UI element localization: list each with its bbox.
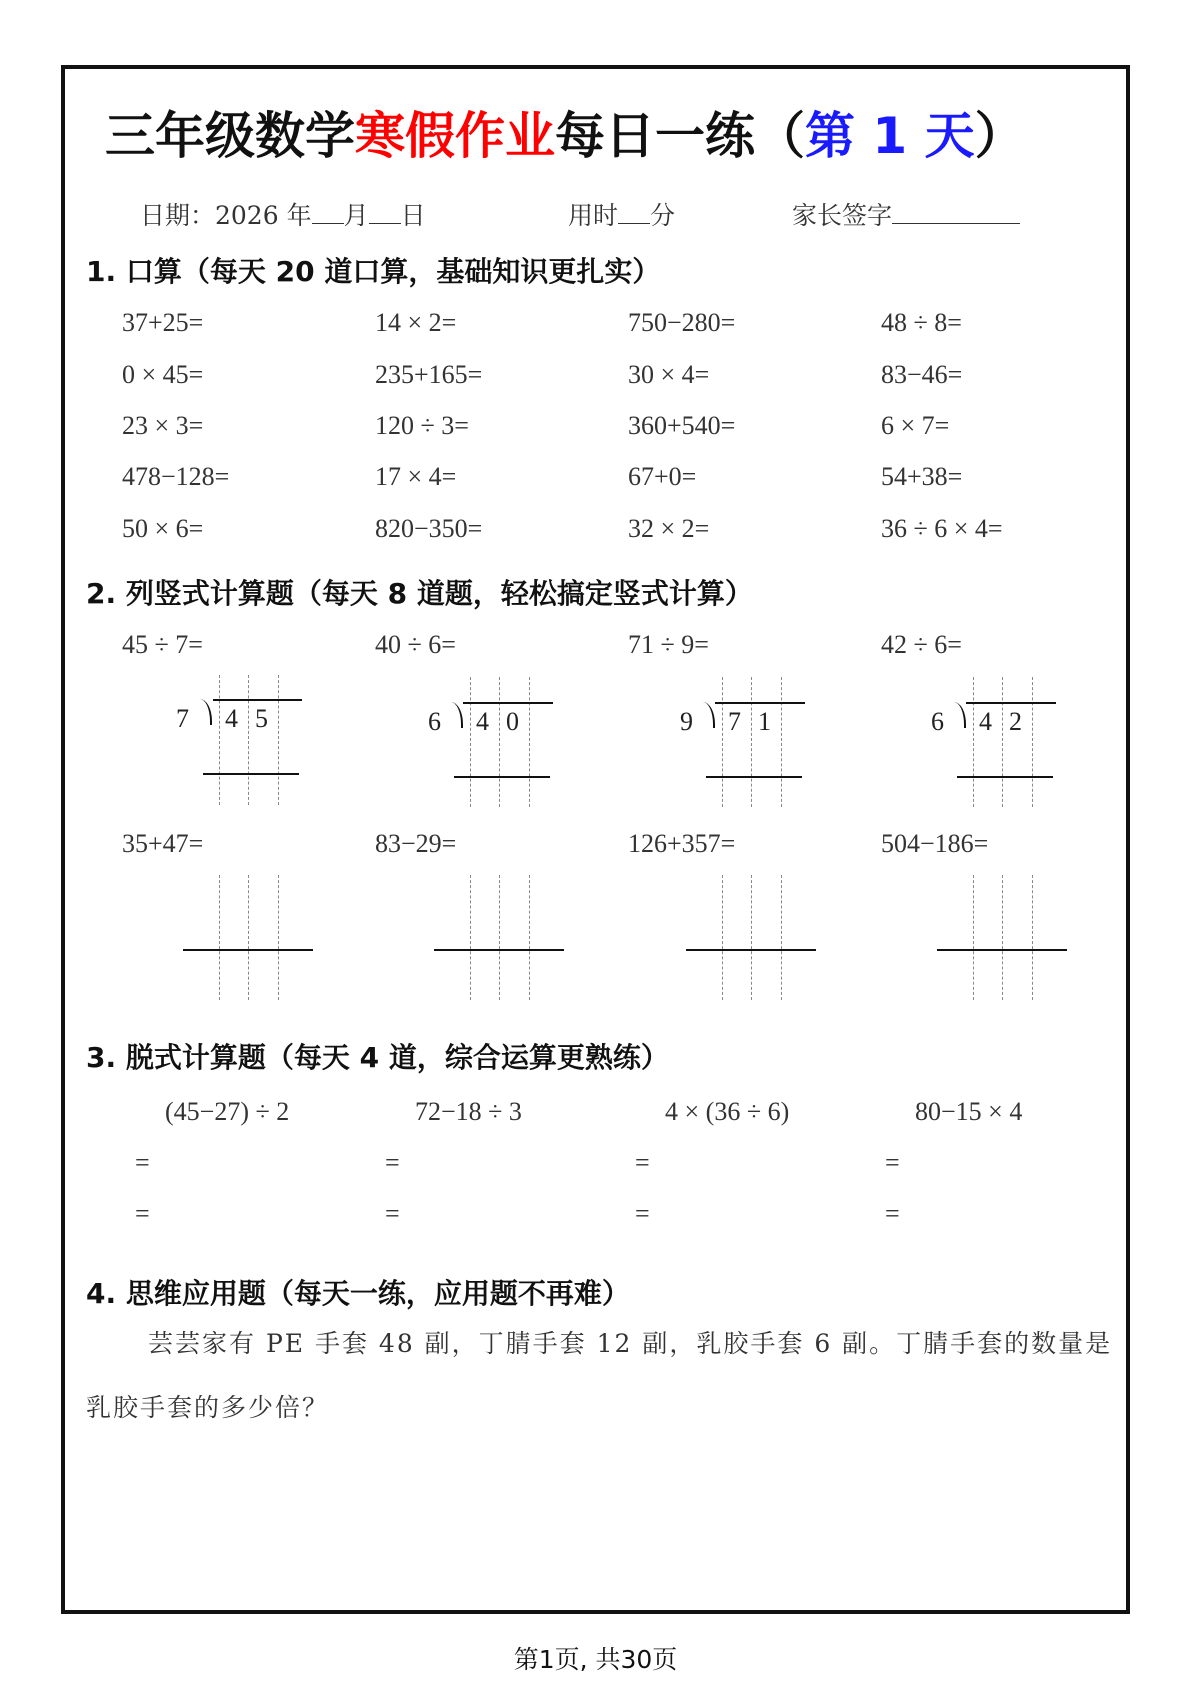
parent-sign-label: 家长签字	[792, 201, 893, 230]
step-equals[interactable]: =	[635, 1199, 650, 1228]
grid-guide	[722, 677, 723, 807]
oral-problem: 820−350=	[375, 514, 483, 543]
oral-problem: 32 × 2=	[628, 514, 710, 543]
oral-problem: 54+38=	[881, 462, 963, 491]
vertical-calc-problem: 83−29=	[375, 829, 457, 858]
grid-guide	[219, 875, 220, 1000]
step-equals[interactable]: =	[385, 1148, 400, 1177]
word-problem-text: 芸芸家有 PE 手套 48 副，丁腈手套 12 副，乳胶手套 6 副。丁腈手套的数量是乳胶手套的多少倍？	[86, 1329, 1113, 1422]
minutes-blank[interactable]	[618, 201, 650, 224]
division-bar	[966, 702, 1056, 704]
oral-problem: 67+0=	[628, 462, 697, 491]
division-bar	[463, 702, 553, 704]
dividend-digit: 4	[225, 704, 238, 733]
vertical-calc-problem: 126+357=	[628, 829, 736, 858]
grid-guide	[1032, 875, 1033, 1000]
divisor: 9	[680, 707, 693, 736]
parent-sign-blank[interactable]	[892, 201, 1020, 224]
grid-guide	[751, 677, 752, 807]
oral-problem: 37+25=	[122, 308, 204, 337]
step-equals[interactable]: =	[135, 1199, 150, 1228]
oral-problem: 360+540=	[628, 411, 736, 440]
result-line	[706, 776, 802, 778]
grid-guide	[219, 675, 220, 805]
dividend-digit: 4	[476, 707, 489, 736]
page-title	[105, 96, 1025, 168]
oral-problem: 120 ÷ 3=	[375, 411, 469, 440]
dividend-digit: 2	[1009, 707, 1022, 736]
grid-guide	[278, 675, 279, 805]
grid-guide	[248, 675, 249, 805]
grid-guide	[499, 677, 500, 807]
division-problem: 42 ÷ 6=	[881, 630, 962, 659]
oral-problem: 17 × 4=	[375, 462, 457, 491]
date-label: 日期：2026 年	[140, 201, 312, 230]
oral-problem: 50 × 6=	[122, 514, 204, 543]
title-day-number: 第 1 天	[805, 107, 975, 165]
oral-problem: 6 × 7=	[881, 411, 950, 440]
grid-guide	[973, 875, 974, 1000]
step-equals[interactable]: =	[635, 1148, 650, 1177]
section4-heading: 4. 思维应用题（每天一练，应用题不再难）	[86, 1277, 630, 1310]
step-calc-problem: 72−18 ÷ 3	[415, 1097, 522, 1126]
grid-guide	[470, 677, 471, 807]
title-grade-subject: 三年级数学	[105, 107, 355, 165]
grid-guide	[751, 875, 752, 1000]
step-calc-problem: (45−27) ÷ 2	[165, 1097, 290, 1126]
oral-problem: 30 × 4=	[628, 360, 710, 389]
division-problem: 40 ÷ 6=	[375, 630, 456, 659]
result-line	[454, 776, 550, 778]
step-equals[interactable]: =	[885, 1148, 900, 1177]
dividend-digit: 4	[979, 707, 992, 736]
title-winter-homework: 寒假作业	[355, 107, 555, 165]
time-label: 用时	[568, 201, 619, 230]
oral-problem: 0 × 45=	[122, 360, 204, 389]
result-line	[957, 776, 1053, 778]
title-close-paren: ）	[974, 107, 1025, 165]
answer-line	[183, 949, 313, 951]
answer-line	[434, 949, 564, 951]
division-problem: 71 ÷ 9=	[628, 630, 709, 659]
oral-problem: 36 ÷ 6 × 4=	[881, 514, 1003, 543]
step-equals[interactable]: =	[885, 1199, 900, 1228]
month-label: 月	[343, 201, 369, 230]
day-blank[interactable]	[369, 201, 401, 224]
grid-guide	[1032, 677, 1033, 807]
divisor: 6	[428, 707, 441, 736]
section2-heading: 2. 列竖式计算题（每天 8 道题，轻松搞定竖式计算）	[86, 577, 753, 610]
vertical-calc-problem: 504−186=	[881, 829, 989, 858]
step-equals[interactable]: =	[135, 1148, 150, 1177]
month-blank[interactable]	[312, 201, 344, 224]
parent-sign-field	[792, 196, 1020, 232]
step-calc-problem: 4 × (36 ÷ 6)	[665, 1097, 790, 1126]
division-bar	[715, 702, 805, 704]
vertical-calc-problem: 35+47=	[122, 829, 204, 858]
dividend-digit: 5	[255, 704, 268, 733]
oral-problem: 23 × 3=	[122, 411, 204, 440]
minute-label: 分	[650, 201, 676, 230]
oral-problem: 83−46=	[881, 360, 963, 389]
title-daily-practice: 每日一练（	[555, 107, 805, 165]
grid-guide	[529, 677, 530, 807]
step-calc-problem: 80−15 × 4	[915, 1097, 1023, 1126]
division-bar	[213, 699, 302, 701]
dividend-digit: 7	[728, 707, 741, 736]
time-field	[568, 196, 675, 232]
oral-problem: 478−128=	[122, 462, 230, 491]
day-label: 日	[400, 201, 426, 230]
grid-guide	[470, 875, 471, 1000]
grid-guide	[278, 875, 279, 1000]
result-line	[203, 773, 299, 775]
answer-line	[937, 949, 1067, 951]
date-field	[140, 196, 426, 232]
page-indicator: 第1页, 共30页	[513, 1645, 678, 1674]
grid-guide	[1002, 875, 1003, 1000]
oral-problem: 235+165=	[375, 360, 483, 389]
answer-line	[686, 949, 816, 951]
oral-problem: 48 ÷ 8=	[881, 308, 962, 337]
grid-guide	[781, 875, 782, 1000]
division-problem: 45 ÷ 7=	[122, 630, 203, 659]
grid-guide	[499, 875, 500, 1000]
step-equals[interactable]: =	[385, 1199, 400, 1228]
divisor: 6	[931, 707, 944, 736]
oral-problem: 750−280=	[628, 308, 736, 337]
grid-guide	[248, 875, 249, 1000]
grid-guide	[973, 677, 974, 807]
dividend-digit: 0	[506, 707, 519, 736]
section1-heading: 1. 口算（每天 20 道口算，基础知识更扎实）	[86, 255, 661, 288]
divisor: 7	[176, 704, 189, 733]
grid-guide	[781, 677, 782, 807]
oral-problem: 14 × 2=	[375, 308, 457, 337]
dividend-digit: 1	[758, 707, 771, 736]
grid-guide	[1002, 677, 1003, 807]
grid-guide	[722, 875, 723, 1000]
grid-guide	[529, 875, 530, 1000]
section3-heading: 3. 脱式计算题（每天 4 道，综合运算更熟练）	[86, 1041, 669, 1074]
